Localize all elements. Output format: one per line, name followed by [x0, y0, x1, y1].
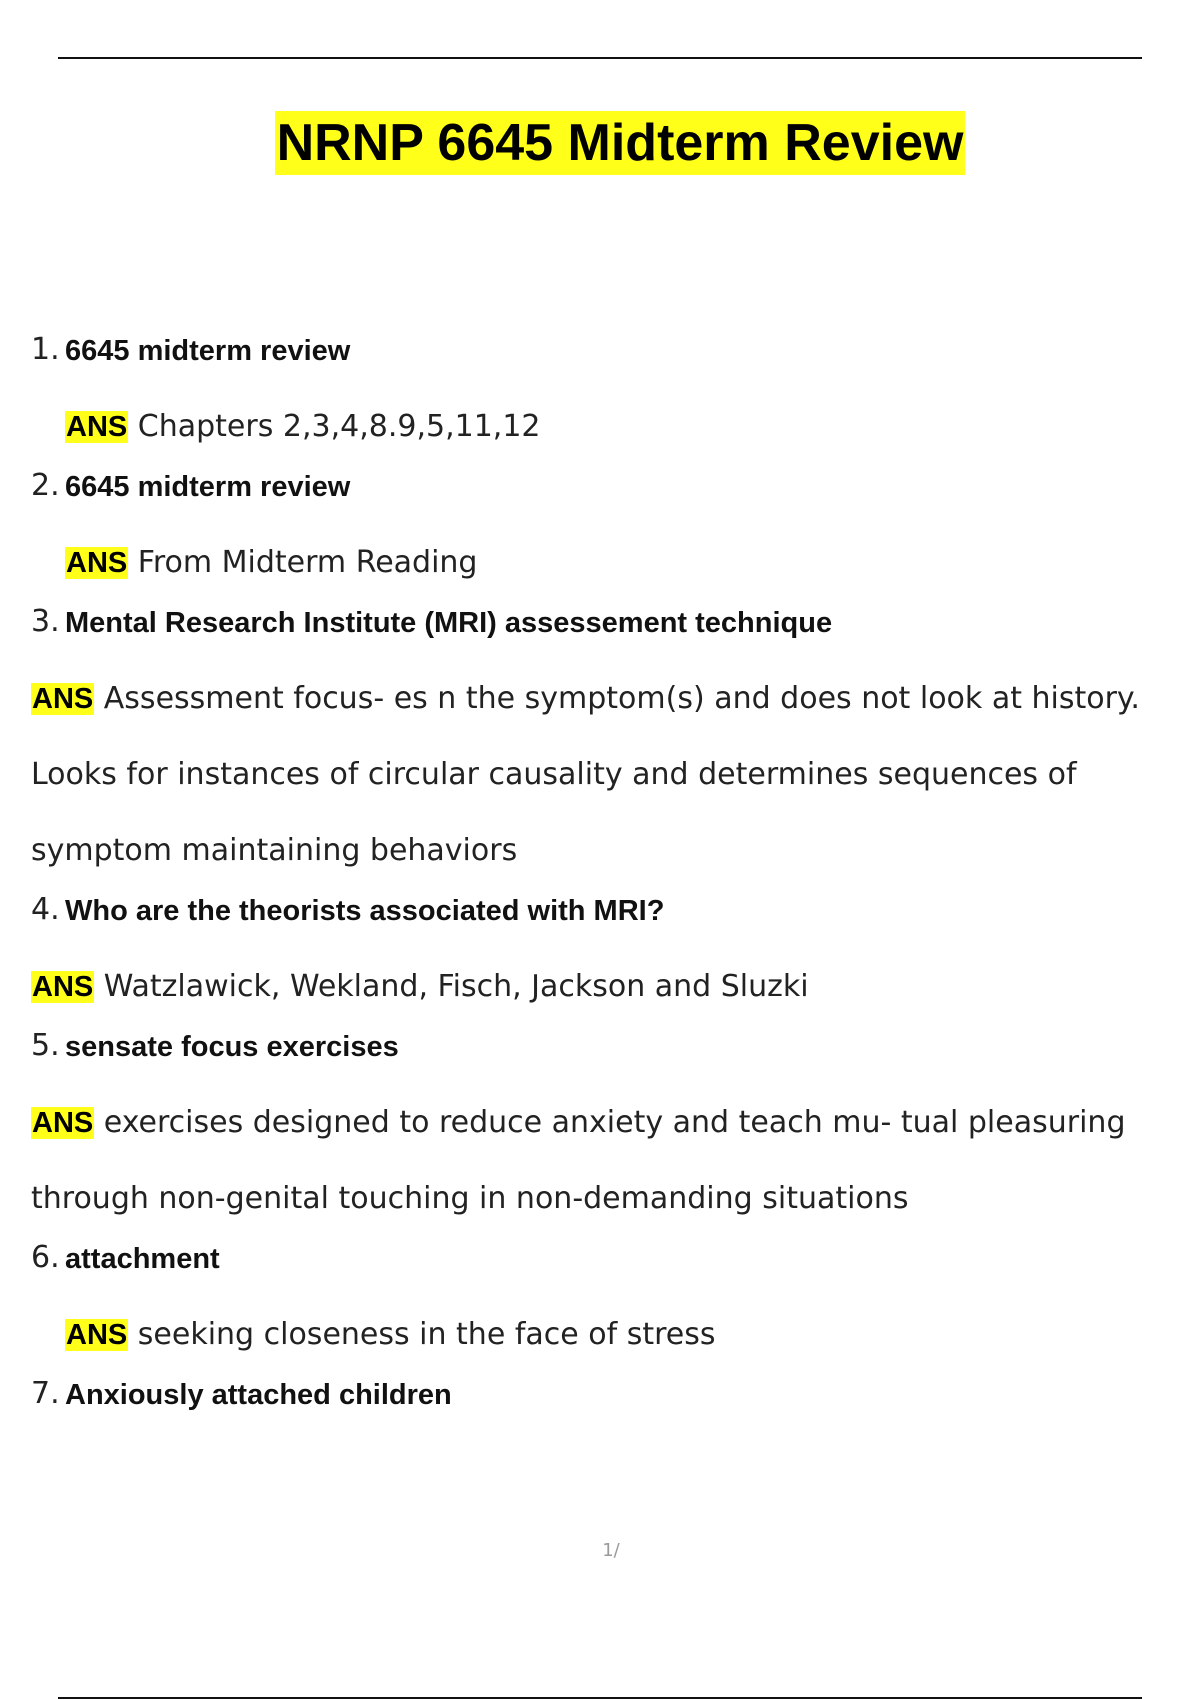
ans-label: ANS: [32, 683, 94, 715]
answer-text: seeking closeness in the face of stress: [137, 1317, 716, 1352]
answer-text: Chapters 2,3,4,8.9,5,11,12: [137, 409, 541, 444]
question-text: 6645 midterm review: [65, 471, 351, 503]
question-item: [31, 597, 1171, 639]
question-number: 4.: [31, 892, 60, 927]
answer-text: Assessment focus- es n the symptom(s) and does not look at history. Looks for instances of circular causality and determines sequences of symptom maintaining behaviors: [31, 681, 1140, 868]
question-item: [31, 461, 1171, 503]
title-container: [0, 111, 1200, 175]
question-text: Anxiously attached children: [65, 1379, 452, 1411]
question-number: 6.: [31, 1240, 60, 1275]
ans-label: ANS: [66, 1319, 128, 1351]
top-rule: [58, 57, 1142, 59]
question-item: [31, 885, 1171, 927]
question-item: [31, 1369, 1171, 1411]
question-item: [31, 1233, 1171, 1275]
page-title: NRNP 6645 Midterm Review: [275, 111, 966, 175]
page-number: 1/: [602, 1540, 620, 1561]
qa-list: [31, 325, 1171, 1445]
ans-label: ANS: [66, 547, 128, 579]
answer-text: exercises designed to reduce anxiety and teach mu- tual pleasuring through non-genital touching in non-demanding situations: [31, 1105, 1126, 1216]
answer-item: [31, 525, 1171, 601]
answer-text: From Midterm Reading: [137, 545, 478, 580]
question-text: Who are the theorists associated with MRI?: [65, 895, 665, 927]
answer-item: [31, 1297, 1171, 1373]
question-item: [31, 325, 1171, 367]
question-number: 7.: [31, 1376, 60, 1411]
question-text: attachment: [65, 1243, 220, 1275]
bottom-rule: [58, 1697, 1142, 1699]
question-number: 3.: [31, 604, 60, 639]
question-number: 5.: [31, 1028, 60, 1063]
ans-label: ANS: [66, 411, 128, 443]
question-text: 6645 midterm review: [65, 335, 351, 367]
answer-item: [31, 661, 1171, 889]
question-number: 2.: [31, 468, 60, 503]
answer-item: [31, 389, 1171, 465]
answer-item: [31, 949, 1171, 1025]
question-item: [31, 1021, 1171, 1063]
ans-label: ANS: [32, 971, 94, 1003]
question-text: Mental Research Institute (MRI) assessement technique: [65, 607, 833, 639]
question-number: 1.: [31, 332, 60, 367]
answer-text: Watzlawick, Wekland, Fisch, Jackson and Sluzki: [103, 969, 809, 1004]
ans-label: ANS: [32, 1107, 94, 1139]
question-text: sensate focus exercises: [65, 1031, 399, 1063]
answer-item: [31, 1085, 1171, 1237]
